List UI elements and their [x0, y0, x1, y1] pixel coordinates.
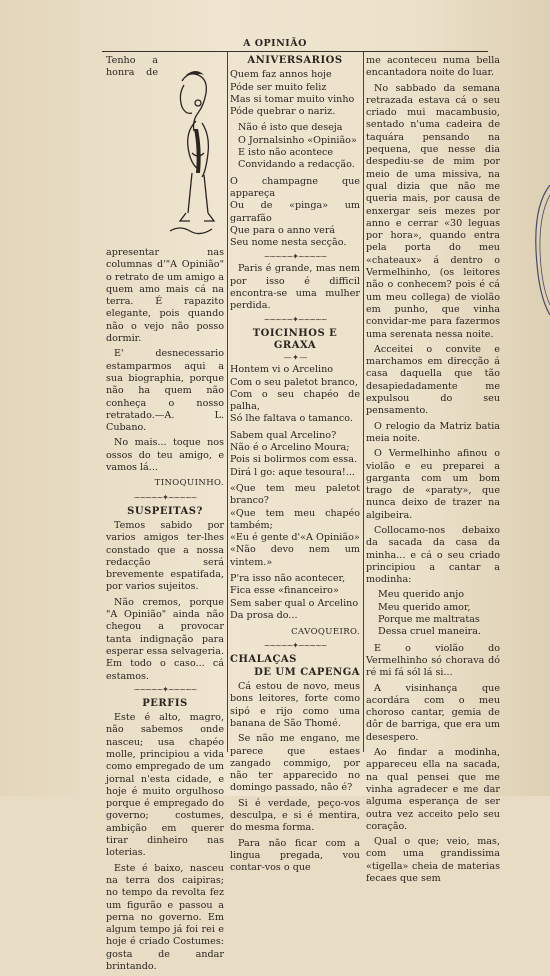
column-1 — [106, 55, 224, 976]
ornament-divider: ~~~~~✦~~~~~ — [133, 492, 197, 502]
col1-paragraph: E' desnecessario estamparmos aqui a sua biographia, porque não ha quem não conheça o nosso retratado.—A. L. Cubano. — [106, 348, 224, 434]
section-title: SUSPEITAS? — [127, 505, 203, 517]
col3-paragraph: A visinhança que acordára com o meu choroso cantar, gemia de dôr de barriga, que era um desespero. — [366, 682, 500, 743]
verse-line: Convidando a redacção. — [238, 159, 355, 171]
intro-text: Tenho a honra de apresentar nas columnas d'"A Opinião" o retrato de um amigo a quem amo mais cá na terra. É rapazito elegante, pois quando não o vejo não posso dormir. — [106, 55, 224, 345]
col3-paragraph: O Vermelhinho afinou o violão e eu preparei a garganta com um bom trago de «paraty», que nunca deixo de trazer na algibeira. — [366, 448, 500, 521]
col1-paragraph: No mais... toque nos ossos do teu amigo, e vamos lá... — [106, 437, 224, 474]
section-title: CHALAÇAS — [230, 654, 297, 666]
verse-line: Hontem vi o Arcelino — [230, 364, 334, 376]
column-3 — [366, 55, 500, 888]
section-title: TOICINHOS E GRAXA — [252, 327, 338, 351]
col3-paragraph: me aconteceu numa bella encantadora noite do luar. — [366, 55, 500, 79]
verse-line: Póde quebrar o nariz. — [230, 106, 336, 118]
verse-line: Mas si tomar muito vinho — [230, 93, 355, 105]
song-line: Dessa cruel maneira. — [378, 626, 482, 638]
column-rule-2 — [363, 52, 364, 752]
running-header: A OPINIÃO — [243, 38, 307, 49]
verse-line: Fica esse «financeiro» — [230, 585, 339, 597]
verse-stanza — [230, 483, 360, 569]
col2-paragraph: Cá estou de novo, meus bons leitores, forte como sipó e rijo como uma banana de São Thomé. — [230, 681, 360, 729]
header-rule — [102, 51, 488, 52]
verse-stanza — [230, 122, 360, 171]
caricature-portrait-icon — [162, 63, 224, 243]
verse-line: Pois si bolirmos com essa. — [230, 454, 357, 466]
ornament-divider: ~~~~~✦~~~~~ — [133, 684, 197, 694]
signature: CAVOQUEIRO. — [291, 627, 360, 638]
verse-line: P'ra isso não acontecer, — [230, 572, 346, 584]
verse-line: E isto não acontece — [238, 147, 334, 159]
verse-line: «Não devo nem um vintem.» — [230, 544, 360, 568]
library-stamp-icon — [534, 185, 550, 315]
song-line: Meu querido anjo — [378, 589, 464, 601]
verse-line: Póde ser muito feliz — [230, 81, 327, 93]
column-2 — [230, 55, 360, 878]
col1-paragraph: Não cremos, porque "A Opinião" ainda não chegou a provocar tanta indignação para esperar essa selvageria. Em todo o caso... cá estamos. — [106, 596, 224, 682]
verse-line: O Jornalsinho «Opinião» — [238, 134, 357, 146]
intro-block — [106, 55, 224, 348]
verse-line: Não é o Arcelino Moura; — [230, 442, 350, 454]
ornament-divider: — ✦ — — [283, 353, 307, 363]
col1-paragraph: Este é baixo, nasceu na terra dos caipiras; no tempo da revolta fez um figurão e passou a perna no governo. Em algum tempo já foi rei e hoje é criado Costumes: gosta de andar brintando. — [106, 862, 224, 973]
col2-paragraph: Si é verdade, peço-vos desculpa, e si é mentira, do mesma forma. — [230, 797, 360, 834]
verse-stanza — [230, 430, 360, 479]
column-rule-1 — [227, 52, 228, 752]
song-line: Porque me maltratas — [378, 614, 480, 626]
verse-line: Com o seu chapéo de palha, — [230, 388, 360, 413]
col3-paragraph: O relogio da Matriz batia meia noite. — [366, 420, 500, 444]
verse-line: Sabem qual Arcelino? — [230, 429, 337, 441]
section-subtitle: DE UM CAPENGA — [254, 666, 360, 678]
song-line: Meu querido amor, — [378, 601, 471, 613]
verse-stanza — [230, 176, 360, 250]
col2-paragraph: Paris é grande, mas nem por isso é difficil encontra-se uma mulher perdida. — [230, 263, 360, 312]
verse-line: «Eu é gente d'«A Opinião» — [230, 532, 360, 544]
col3-paragraph: E o violão do Vermelhinho só chorava dó ré mi fá sól lá si... — [366, 642, 500, 679]
verse-stanza — [230, 69, 360, 118]
col2-paragraph: Se não me engano, me parece que estaes zangado commigo, por não ter apparecido no domingo passado, não é? — [230, 733, 360, 794]
col2-paragraph: Para não ficar com a lingua pregada, vou contar-vos o que — [230, 837, 360, 874]
col3-paragraph: Collocamo-nos debaixo da sacada da casa da minha... e cá o seu criado principiou a cantar a modinha: — [366, 524, 500, 586]
verse-line: Sem saber qual o Arcelino — [230, 597, 359, 609]
ornament-divider: ~~~~~✦~~~~~ — [263, 314, 327, 324]
verse-line: Que para o anno verá — [230, 224, 336, 236]
signature: TINOQUINHO. — [154, 478, 224, 489]
ornament-divider: ~~~~~✦~~~~~ — [263, 252, 327, 262]
verse-line: Com o seu paletot branco, — [230, 376, 358, 388]
col3-paragraph: Qual o que; veio, mas, com uma grandissima «tigella» cheia de materias fecaes que sem — [366, 836, 500, 884]
verse-line: «Que tem meu paletot branco? — [230, 482, 360, 507]
verse-line: Dirá l go: aque tesoura!... — [230, 466, 355, 478]
verse-line: Só lhe faltava o tamanco. — [230, 413, 353, 425]
verse-line: Seu nome nesta secção. — [230, 237, 347, 249]
ornament-divider: ~~~~~✦~~~~~ — [263, 641, 327, 651]
verse-line: Quem faz annos hoje — [230, 69, 332, 81]
col1-paragraph: Temos sabido por varios amigos ter-lhes constado que a nossa redacção será brevemente espatifada, por varios sujeitos. — [106, 519, 224, 593]
song-stanza — [366, 589, 500, 638]
verse-line: Da prosa do... — [230, 609, 298, 621]
section-title: PERFIS — [142, 697, 188, 709]
verse-stanza — [230, 573, 360, 622]
col3-paragraph: No sabbado da semana retrazada estava cá o seu criado mui macambusio, sentado n'uma cadeira de taquára pensando na pequena, que nesse dia despediu-se de mim por meio de uma missiva, na qual dizia que não me queria mais, por causa de enxergar seis mezes por anno e cerrar «30 leguas por hora», quando entra pela porta do meu «chateaux» á dentro o Vermelhinho, (os leitores não o conhecem? pois é cá um meu collega) de violão em punho, que vinha convidar-me para fazermos uma serenata nessa noite. — [366, 82, 500, 340]
verse-line: Ou de «pinga» um garrafão — [230, 200, 360, 224]
verse-stanza — [230, 364, 360, 425]
section-title: ANIVERSARIOS — [247, 55, 343, 66]
verse-line: Não é isto que deseja — [238, 122, 343, 134]
verse-line: «Que tem meu chapéo também; — [230, 507, 360, 531]
verse-line: O champagne que appareça — [230, 175, 360, 199]
col1-paragraph: Este é alto, magro, não sabemos onde nasceu; usa chapéo molle, principiou a vida como empregado de um jornal n'esta cidade, e hoje é muito orgulhoso porque é empregado do governo; costumes, ambição em querer tirar dinheiro nas loterias. — [106, 712, 224, 859]
col3-paragraph: Ao findar a modinha, appareceu ella na sacada, na qual pensei que me vinha agradecer e me dar alguma esperança de ser outra vez acceito pelo seu coração. — [366, 747, 500, 832]
col3-paragraph: Acceitei o convite e marchamos em direcção á casa daquella que tão desapiedadamente me expulsou do seu pensamento. — [366, 343, 500, 417]
